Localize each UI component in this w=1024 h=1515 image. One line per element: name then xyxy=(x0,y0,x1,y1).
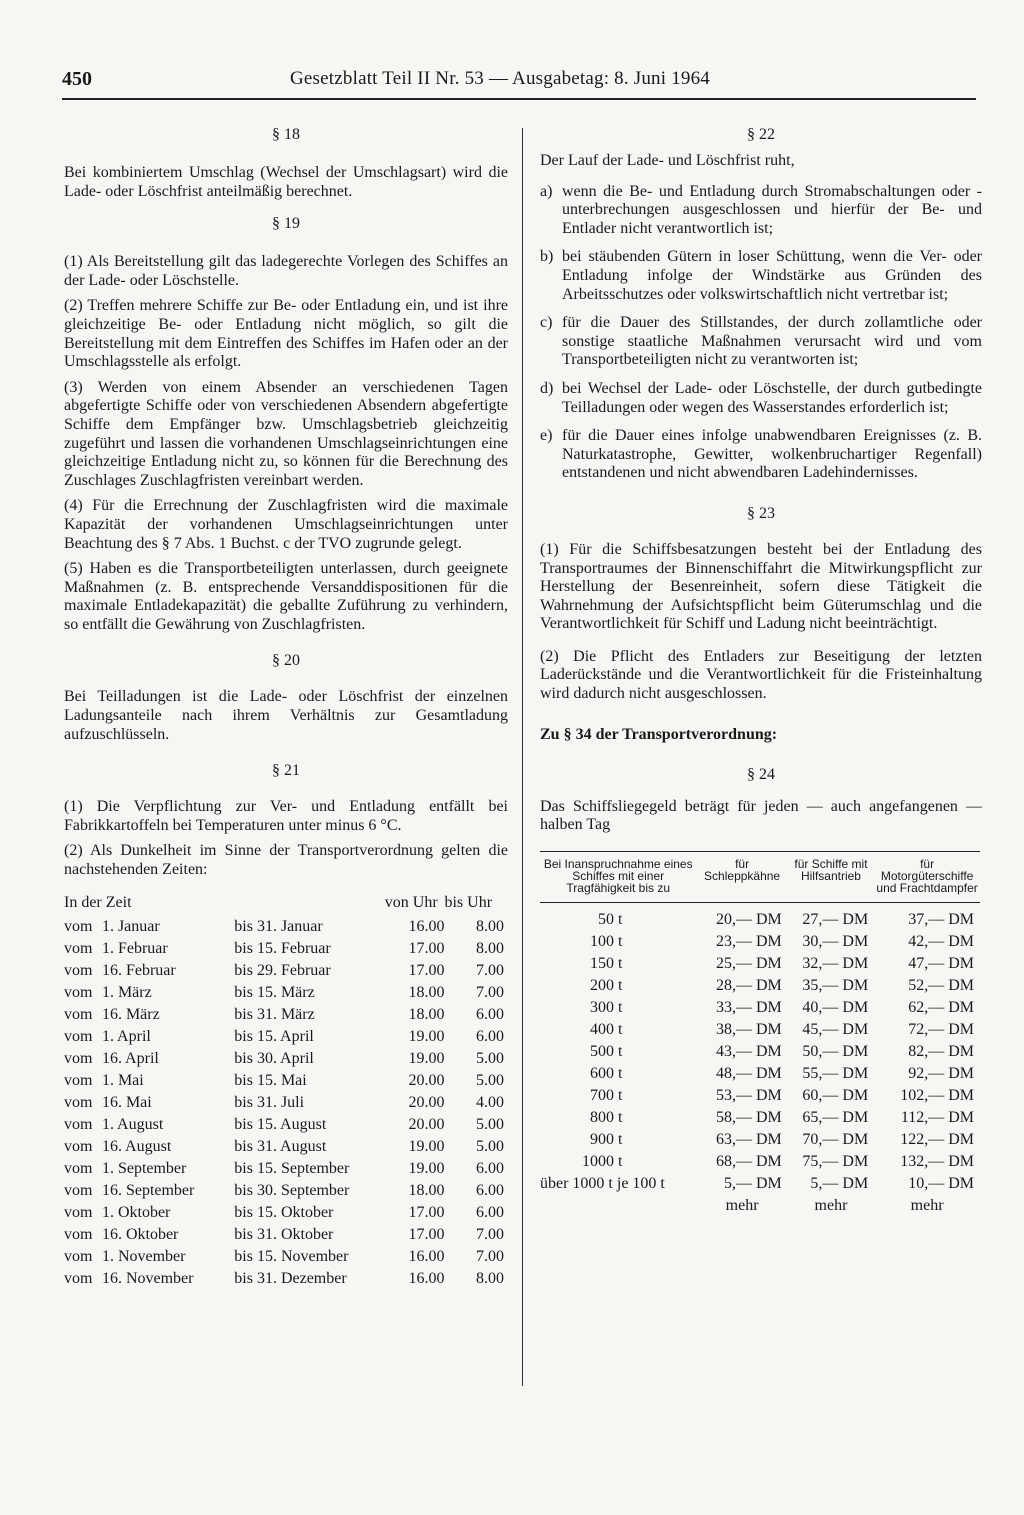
list-item xyxy=(540,380,982,417)
fees-cell-tow-barges: 63,— DM xyxy=(715,1130,782,1148)
table-row xyxy=(64,1004,504,1026)
times-cell-to-hour: 8.00 xyxy=(476,1269,504,1287)
fees-cell-more: mehr xyxy=(725,1196,759,1214)
times-cell-vom: vom xyxy=(64,1071,93,1089)
table-row xyxy=(64,1092,504,1114)
section-22-list xyxy=(540,183,982,483)
table-row xyxy=(540,1173,980,1195)
times-cell-end: bis 30. April xyxy=(234,1049,314,1067)
times-cell-to-hour: 4.00 xyxy=(476,1093,504,1111)
times-cell-start: 16. März xyxy=(101,1005,160,1023)
times-cell-to-hour: 8.00 xyxy=(476,939,504,957)
times-cell-start: 1. März xyxy=(101,983,152,1001)
times-cell-end: bis 15. August xyxy=(234,1115,327,1133)
section-18-text: Bei kombiniertem Umschlag (Wechsel der Umschlagsart) wird die Lade- oder Löschfrist anteilmäßig berechnet. xyxy=(64,164,508,200)
table-row xyxy=(64,938,504,960)
list-item xyxy=(540,183,982,239)
table-row xyxy=(64,1070,504,1092)
times-cell-from-hour: 20.00 xyxy=(408,1071,445,1089)
section-19-title: § 19 xyxy=(272,215,300,233)
fees-cell-capacity: 100 t xyxy=(589,932,623,950)
times-cell-vom: vom xyxy=(64,983,93,1001)
times-cell-vom: vom xyxy=(64,1247,93,1265)
times-cell-to-hour: 5.00 xyxy=(476,1071,504,1089)
table-row xyxy=(540,1041,980,1063)
fees-cell-auxiliary-ships: 60,— DM xyxy=(802,1086,869,1104)
table-row xyxy=(64,1158,504,1180)
times-cell-from-hour: 17.00 xyxy=(408,939,445,957)
times-table-body xyxy=(64,916,504,1290)
times-cell-from-hour: 17.00 xyxy=(408,1225,445,1243)
times-cell-end: bis 15. November xyxy=(234,1247,349,1265)
table-row xyxy=(64,960,504,982)
section-21-paragraph-2: (2) Als Dunkelheit im Sinne der Transportverordnung gelten die nachstehenden Zeiten: xyxy=(64,842,508,879)
times-cell-from-hour: 16.00 xyxy=(408,1269,445,1287)
times-cell-from-hour: 18.00 xyxy=(408,983,445,1001)
fees-cell-auxiliary-ships: 50,— DM xyxy=(802,1042,869,1060)
times-cell-end: bis 31. Dezember xyxy=(234,1269,347,1287)
fees-cell-tow-barges: 53,— DM xyxy=(715,1086,782,1104)
fees-cell-motor-ships: 102,— DM xyxy=(900,1086,974,1104)
list-item-label: c) xyxy=(540,314,553,332)
list-item-text: bei stäubenden Gütern in loser Schüttung, wenn die Ver- oder Entladung infolge der Windstärke aus Gründen des Arbeitsschutzes oder volkswirtschaftlich nicht vertretbar ist; xyxy=(562,248,982,303)
times-cell-start: 1. November xyxy=(101,1247,186,1265)
times-cell-vom: vom xyxy=(64,1181,93,1199)
times-cell-start: 16. August xyxy=(101,1137,172,1155)
times-cell-to-hour: 6.00 xyxy=(476,1159,504,1177)
times-cell-from-hour: 19.00 xyxy=(408,1137,445,1155)
fees-cell-capacity: 200 t xyxy=(589,976,623,994)
fees-cell-auxiliary-ships: 27,— DM xyxy=(802,910,869,928)
fees-cell-tow-barges: 20,— DM xyxy=(715,910,782,928)
fees-cell-auxiliary-ships: 70,— DM xyxy=(802,1130,869,1148)
times-cell-vom: vom xyxy=(64,939,93,957)
table-row xyxy=(540,931,980,953)
times-cell-start: 16. Februar xyxy=(101,961,176,979)
times-cell-from-hour: 17.00 xyxy=(408,961,445,979)
list-item-label: e) xyxy=(540,427,553,445)
list-item-text: bei Wechsel der Lade- oder Löschstelle, der durch gutbedingte Teilladungen oder wegen des Wasserstandes erforderlich ist; xyxy=(562,379,982,416)
times-cell-end: bis 30. September xyxy=(234,1181,350,1199)
table-row xyxy=(540,975,980,997)
times-cell-start: 16. September xyxy=(101,1181,195,1199)
section-20-title: § 20 xyxy=(272,652,300,670)
fees-header-auxiliary-ships: für Schiffe mit Hilfsantrieb xyxy=(788,851,874,902)
table-row xyxy=(64,1202,504,1224)
fees-cell-auxiliary-ships: 5,— DM xyxy=(810,1174,869,1192)
fees-cell-motor-ships: 112,— DM xyxy=(900,1108,974,1126)
times-cell-start: 16. Oktober xyxy=(101,1225,179,1243)
fees-cell-more: mehr xyxy=(910,1196,944,1214)
section-20-text: Bei Teilladungen ist die Lade- oder Löschfrist der einzelnen Ladungsanteile nach ihrem Verhältnis zur Gesamtladung aufzuschlüsseln. xyxy=(64,688,508,743)
fees-cell-tow-barges: 23,— DM xyxy=(715,932,782,950)
fees-cell-tow-barges: 48,— DM xyxy=(715,1064,782,1082)
times-cell-end: bis 15. Mai xyxy=(234,1071,307,1089)
list-item-text: wenn die Be- und Entladung durch Stromabschaltungen oder -unterbrechungen ausgeschlossen und hierfür der Be- und Entlader nicht verantwortlich ist; xyxy=(562,182,982,237)
fees-cell-auxiliary-ships: 55,— DM xyxy=(802,1064,869,1082)
left-column xyxy=(64,120,508,1290)
times-cell-start: 1. Oktober xyxy=(101,1203,171,1221)
section-18-title: § 18 xyxy=(272,126,300,143)
fees-cell-more: mehr xyxy=(814,1196,848,1214)
fees-cell-tow-barges: 43,— DM xyxy=(715,1042,782,1060)
fees-cell-capacity: über 1000 t je 100 t xyxy=(540,1174,665,1192)
page-header xyxy=(62,66,976,100)
times-cell-to-hour: 8.00 xyxy=(476,917,504,935)
times-cell-vom: vom xyxy=(64,1137,93,1155)
fees-cell-motor-ships: 82,— DM xyxy=(908,1042,974,1060)
table-row xyxy=(540,1129,980,1151)
demurrage-fees-table xyxy=(540,851,980,1217)
times-cell-to-hour: 7.00 xyxy=(476,983,504,1001)
section-23-paragraph-1: (1) Für die Schiffsbesatzungen besteht bei der Entladung des Transportraumes der Binnenschiffahrt die Mitwirkungspflicht zur Herstellung der Besenreinheit, sofern diese Tätigkeit die Wahrnehmung der Aufsichtspflicht beim Güterumschlag und die Verantwortlichkeit für Schiff und Ladung nicht beeinträchtigt. xyxy=(540,540,982,633)
times-cell-from-hour: 19.00 xyxy=(408,1027,445,1045)
section-24-title: § 24 xyxy=(747,765,775,783)
times-cell-start: 1. April xyxy=(101,1027,151,1045)
table-row xyxy=(64,1114,504,1136)
table-row xyxy=(64,1268,504,1290)
list-item xyxy=(540,248,982,304)
darkness-times-table xyxy=(64,890,504,1290)
times-cell-from-hour: 16.00 xyxy=(408,1247,445,1265)
fees-cell-tow-barges: 28,— DM xyxy=(715,976,782,994)
times-cell-end: bis 15. Februar xyxy=(234,939,331,957)
times-cell-to-hour: 6.00 xyxy=(476,1005,504,1023)
fees-cell-tow-barges: 5,— DM xyxy=(723,1174,782,1192)
times-cell-end: bis 15. September xyxy=(234,1159,350,1177)
fees-cell-auxiliary-ships: 30,— DM xyxy=(802,932,869,950)
times-cell-end: bis 15. März xyxy=(234,983,315,1001)
times-cell-to-hour: 7.00 xyxy=(476,961,504,979)
fees-cell-auxiliary-ships: 65,— DM xyxy=(802,1108,869,1126)
fees-header-capacity: Bei Inanspruchnahme eines Schiffes mit einer Tragfähigkeit bis zu xyxy=(540,851,696,902)
times-cell-end: bis 31. März xyxy=(234,1005,315,1023)
times-cell-from-hour: 19.00 xyxy=(408,1049,445,1067)
table-row xyxy=(64,1246,504,1268)
column-divider xyxy=(522,128,523,1386)
times-cell-start: 16. Mai xyxy=(101,1093,152,1111)
times-cell-to-hour: 7.00 xyxy=(476,1247,504,1265)
times-cell-vom: vom xyxy=(64,917,93,935)
times-cell-end: bis 31. Oktober xyxy=(234,1225,334,1243)
fees-cell-tow-barges: 25,— DM xyxy=(715,954,782,972)
times-cell-from-hour: 20.00 xyxy=(408,1093,445,1111)
times-cell-vom: vom xyxy=(64,1225,93,1243)
times-cell-from-hour: 16.00 xyxy=(408,917,445,935)
times-header-to: bis Uhr xyxy=(444,893,493,911)
times-cell-end: bis 31. Januar xyxy=(234,917,323,935)
fees-cell-capacity: 600 t xyxy=(589,1064,623,1082)
fees-cell-tow-barges: 68,— DM xyxy=(715,1152,782,1170)
table-row xyxy=(540,1063,980,1085)
table-row xyxy=(64,1180,504,1202)
fees-cell-auxiliary-ships: 75,— DM xyxy=(802,1152,869,1170)
section-24-text: Das Schiffsliegegeld beträgt für jeden — auch angefangenen — halben Tag xyxy=(540,797,982,834)
fees-table-header xyxy=(540,851,980,902)
times-cell-end: bis 15. April xyxy=(234,1027,314,1045)
table-row xyxy=(540,1085,980,1107)
section-23-title: § 23 xyxy=(747,504,775,522)
fees-cell-motor-ships: 92,— DM xyxy=(908,1064,974,1082)
section-22-title: § 22 xyxy=(747,126,775,143)
times-cell-from-hour: 19.00 xyxy=(408,1159,445,1177)
fees-cell-tow-barges: 33,— DM xyxy=(715,998,782,1016)
times-cell-from-hour: 17.00 xyxy=(408,1203,445,1221)
table-row xyxy=(64,1224,504,1246)
section-19-paragraph-5: (5) Haben es die Transportbeteiligten unterlassen, durch geeignete Maßnahmen (z. B. entsprechende Versanddispositionen für die maximale Entladekapazität) die geballte Zuführung zu verhindern, so entfällt die Gewährung von Zuschlagfristen. xyxy=(64,560,508,633)
table-row xyxy=(64,1026,504,1048)
table-row xyxy=(540,902,980,931)
times-cell-vom: vom xyxy=(64,1203,93,1221)
fees-cell-motor-ships: 72,— DM xyxy=(908,1020,974,1038)
table-row xyxy=(64,982,504,1004)
times-cell-vom: vom xyxy=(64,1093,93,1111)
times-cell-end: bis 31. Juli xyxy=(234,1093,305,1111)
fees-cell-capacity: 900 t xyxy=(589,1130,623,1148)
table-row xyxy=(540,997,980,1019)
times-header-period: In der Zeit xyxy=(64,893,132,911)
list-item-label: d) xyxy=(540,379,554,397)
fees-cell-motor-ships: 47,— DM xyxy=(908,954,974,972)
times-cell-to-hour: 7.00 xyxy=(476,1225,504,1243)
times-table-header xyxy=(64,890,504,916)
section-19-paragraph-3: (3) Werden von einem Absender an verschiedenen Tagen abgefertigte Schiffe oder von verschiedenen Absendern abgefertigte Schiffe dem Empfänger bzw. Umschlagsbetrieb gleichzeitig zugeführt und lassen die vorhandenen Umschlagseinrichtungen eine gleichzeitige Entladung nicht zu, so können für die Berechnung des Zuschlages Zuschlagfristen vereinbart werden. xyxy=(64,378,508,489)
times-cell-start: 1. August xyxy=(101,1115,164,1133)
times-cell-end: bis 29. Februar xyxy=(234,961,331,979)
section-22-intro: Der Lauf der Lade- und Löschfrist ruht, xyxy=(540,152,795,169)
times-cell-end: bis 15. Oktober xyxy=(234,1203,334,1221)
fees-cell-capacity: 400 t xyxy=(589,1020,623,1038)
fees-cell-capacity: 500 t xyxy=(589,1042,623,1060)
times-cell-vom: vom xyxy=(64,1159,93,1177)
fees-cell-capacity: 50 t xyxy=(597,910,623,928)
times-cell-from-hour: 20.00 xyxy=(408,1115,445,1133)
fees-cell-motor-ships: 52,— DM xyxy=(908,976,974,994)
fees-cell-motor-ships: 132,— DM xyxy=(900,1152,974,1170)
times-cell-vom: vom xyxy=(64,1269,93,1287)
fees-cell-auxiliary-ships: 45,— DM xyxy=(802,1020,869,1038)
times-cell-to-hour: 5.00 xyxy=(476,1049,504,1067)
right-column xyxy=(540,120,982,1217)
fees-header-tow-barges: für Schleppkähne xyxy=(696,851,787,902)
fees-cell-motor-ships: 37,— DM xyxy=(908,910,974,928)
times-cell-from-hour: 18.00 xyxy=(408,1005,445,1023)
times-cell-to-hour: 5.00 xyxy=(476,1137,504,1155)
fees-cell-capacity: 300 t xyxy=(589,998,623,1016)
section-21-paragraph-1: (1) Die Verpflichtung zur Ver- und Entladung entfällt bei Fabrikkartoffeln bei Temperaturen unter minus 6 °C. xyxy=(64,798,508,834)
fees-cell-capacity: 1000 t xyxy=(581,1152,623,1170)
table-row xyxy=(540,1151,980,1173)
table-row xyxy=(64,1048,504,1070)
times-cell-from-hour: 18.00 xyxy=(408,1181,445,1199)
fees-cell-capacity: 800 t xyxy=(589,1108,623,1126)
transport-regulation-subheading: Zu § 34 der Transportverordnung: xyxy=(540,725,778,743)
list-item xyxy=(540,314,982,370)
fees-cell-empty xyxy=(540,1195,696,1217)
page-number: 450 xyxy=(62,68,92,90)
table-row xyxy=(540,1019,980,1041)
section-23-paragraph-2: (2) Die Pflicht des Entladers zur Beseitigung der letzten Laderückstände und die Verantwortlichkeit für die Fristeinhaltung wird dadurch nicht ausgeschlossen. xyxy=(540,647,982,703)
table-row xyxy=(540,1107,980,1129)
fees-table-body xyxy=(540,902,980,1217)
fees-cell-auxiliary-ships: 40,— DM xyxy=(802,998,869,1016)
table-row xyxy=(540,1195,980,1217)
times-cell-end: bis 31. August xyxy=(234,1137,327,1155)
times-cell-to-hour: 5.00 xyxy=(476,1115,504,1133)
section-19-paragraph-2: (2) Treffen mehrere Schiffe zur Be- oder Entladung ein, und ist ihre gleichzeitige Be- oder Entladung nicht möglich, so gilt die Bereitstellung mit dem Eintreffen des Schiffes im Hafen oder an der Umschlagsstelle als erfolgt. xyxy=(64,297,508,371)
table-row xyxy=(64,1136,504,1158)
list-item-text: für die Dauer des Stillstandes, der durch zollamtliche oder sonstige staatliche Maßnahmen verursacht wird und vom Transportbeteiligten nicht zu verantworten ist; xyxy=(562,314,982,369)
fees-cell-motor-ships: 62,— DM xyxy=(908,998,974,1016)
times-cell-vom: vom xyxy=(64,1005,93,1023)
times-cell-start: 1. Februar xyxy=(101,939,168,957)
fees-cell-tow-barges: 58,— DM xyxy=(715,1108,782,1126)
fees-cell-motor-ships: 42,— DM xyxy=(908,932,974,950)
fees-cell-auxiliary-ships: 32,— DM xyxy=(802,954,869,972)
fees-cell-motor-ships: 10,— DM xyxy=(908,1174,974,1192)
times-cell-vom: vom xyxy=(64,1115,93,1133)
times-cell-start: 16. April xyxy=(101,1049,159,1067)
table-row xyxy=(540,953,980,975)
list-item-label: b) xyxy=(540,248,554,266)
times-cell-to-hour: 6.00 xyxy=(476,1027,504,1045)
times-cell-vom: vom xyxy=(64,1027,93,1045)
list-item-label: a) xyxy=(540,182,553,200)
times-header-from: von Uhr xyxy=(384,893,438,911)
fees-header-motor-ships: für Motorgüterschiffe und Frachtdampfer xyxy=(874,851,980,902)
times-cell-vom: vom xyxy=(64,1049,93,1067)
times-cell-to-hour: 6.00 xyxy=(476,1203,504,1221)
times-cell-to-hour: 6.00 xyxy=(476,1181,504,1199)
fees-cell-capacity: 700 t xyxy=(589,1086,623,1104)
page-header-title: Gesetzblatt Teil II Nr. 53 — Ausgabetag: 8. Juni 1964 xyxy=(290,68,710,89)
section-21-title: § 21 xyxy=(272,762,300,780)
times-cell-start: 16. November xyxy=(101,1269,194,1287)
times-cell-start: 1. Mai xyxy=(101,1071,144,1089)
list-item xyxy=(540,427,982,483)
section-19-paragraph-1: (1) Als Bereitstellung gilt das ladegerechte Vorlegen des Schiffes an der Lade- oder Löschstelle. xyxy=(64,253,508,289)
times-cell-vom: vom xyxy=(64,961,93,979)
times-cell-start: 1. September xyxy=(101,1159,187,1177)
fees-cell-auxiliary-ships: 35,— DM xyxy=(802,976,869,994)
section-19-paragraph-4: (4) Für die Errechnung der Zuschlagfristen wird die maximale Kapazität der vorhandenen Umschlagseinrichtungen unter Beachtung des § 7 Abs. 1 Buchst. c der TVO zugrunde gelegt. xyxy=(64,497,508,552)
list-item-text: für die Dauer eines infolge unabwendbaren Ereignisses (z. B. Naturkatastrophe, Gewitter, wolkenbruchartiger Regenfall) entstandenen und nicht abwendbaren Ladehindernisses. xyxy=(562,427,982,482)
table-row xyxy=(64,916,504,938)
fees-cell-tow-barges: 38,— DM xyxy=(715,1020,782,1038)
times-cell-start: 1. Januar xyxy=(101,917,160,935)
fees-cell-capacity: 150 t xyxy=(589,954,623,972)
fees-cell-motor-ships: 122,— DM xyxy=(900,1130,974,1148)
